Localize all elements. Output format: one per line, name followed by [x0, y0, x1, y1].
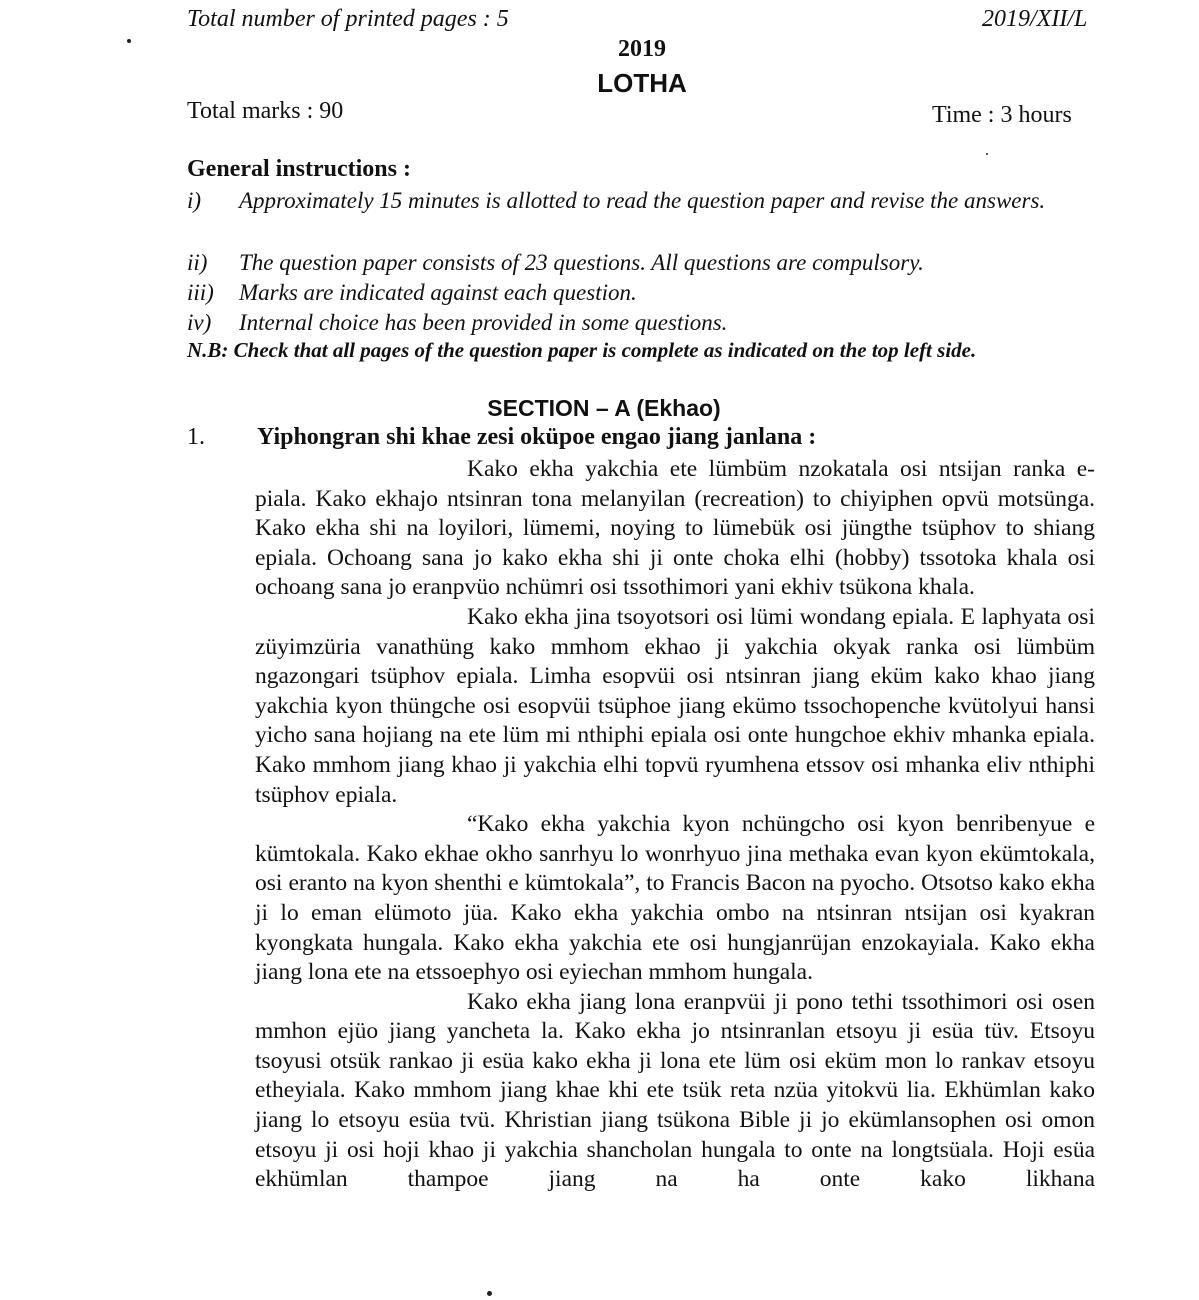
- passage-paragraph: “Kako ekha yakchia kyon nchüngcho osi kyon benribenyue e kümtokala. Kako ekhae okho sanrhyu lo wonrhyuo jina methaka evan kyon ekümtokala, osi eranto na kyon shenthi e kümtokala”, to Francis Bacon na pyocho. Otsotso kako ekha ji lo eman elümoto jüa. Kako ekha yakchia ombo na ntsinran ntsijan osi kyakran kyongkata hungala. Kako ekha yakchia ete osi hungjanrüjan enzokayiala. Kako ekha jiang lona ete na etssoephyo osi eyiechan mmhom hungala.: [255, 811, 1095, 986]
- paper-code: 2019/XII/L: [982, 6, 1088, 32]
- passage-paragraph: Kako ekha yakchia ete lümbüm nzokatala osi ntsijan ranka e-piala. Kako ekhajo ntsinran tona melanyilan (recreation) to chiyiphen opvü motsünga. Kako ekha shi na loyilori, lümemi, noying to lümebük osi jüngthe tsüphov to shiang epiala. Ochoang sana jo kako ekha shi ji onte choka elhi (hobby) tssotoka khala osi ochoang sana jo eranpvüo nchümri osi tssothimori yani ekhiv tsükona khala.: [255, 456, 1095, 601]
- section-title: SECTION – A (Ekhao): [487, 395, 721, 421]
- scan-speck: [986, 153, 988, 155]
- subject-title: LOTHA: [597, 68, 687, 98]
- instruction-text: Internal choice has been provided in some questions.: [239, 310, 728, 335]
- instruction-text: Approximately 15 minutes is allotted to read the question paper and revise the answers.: [239, 188, 1046, 213]
- instructions-heading: General instructions :: [187, 156, 411, 182]
- scan-speck: [127, 39, 131, 43]
- scan-speck: [487, 1291, 492, 1296]
- instruction-number: iii): [187, 280, 214, 305]
- instruction-number: i): [187, 188, 202, 213]
- nb-note: N.B: Check that all pages of the question paper is complete as indicated on the top left side.: [187, 338, 977, 362]
- instruction-item: [187, 308, 1087, 337]
- total-marks: Total marks : 90: [187, 98, 344, 124]
- question-text: Yiphongran shi khae zesi oküpoe engao jiang janlana :: [257, 424, 817, 450]
- instruction-number: ii): [187, 250, 208, 275]
- question-number: 1.: [187, 424, 205, 450]
- instruction-item: [187, 186, 1087, 215]
- exam-time: Time : 3 hours: [932, 102, 1072, 128]
- passage: [255, 455, 1095, 1195]
- exam-year: 2019: [618, 36, 666, 62]
- instruction-text: Marks are indicated against each question.: [239, 280, 637, 305]
- passage-paragraph: Kako ekha jina tsoyotsori osi lümi wondang epiala. E laphyata osi züyimzüria vanathüng kako mmhom ekhao ji yakchia okyak ranka osi lümbüm ngazongari tsüphov epiala. Limha esopvüi osi ntsinran jiang eküm kako khao jiang yakchia kyon thüngche osi esopvüi tsüphoe jiang ekümo tssochopenche kvütolyui hansi yicho sana hojiang na ete lüm mi nthiphi epiala osi onte hungchoe ekhiv mhanka epiala. Kako mmhom jiang khao ji yakchia elhi topvü ryumhena etssov osi mhanka eliv nthiphi tsüphov epiala.: [255, 603, 1095, 808]
- instruction-item: [187, 278, 1087, 307]
- passage-paragraph: Kako ekha jiang lona eranpvüi ji pono tethi tssothimori osi osen mmhon ejüo jiang yancheta la. Kako ekha jo ntsinranlan etsoyu ji esüa tüv. Etsoyu tsoyusi otsük rankao ji esüa kako ekha ji lona ete lüm osi eküm mon lo rankav etsoyu etheyiala. Kako mmhom jiang khae khi ete tsük reta nzüa yitokvü lia. Ekhümlan kako jiang lo etsoyu esüa tvü. Khristian jiang tsükona Bible ji jo ekümlansophen osi omon etsoyu ji osi hoji khao ji yakchia shancholan hungala to onte na longtsüala. Hoji esüa ekhümlan thampoe jiang na ha onte kako likhana: [255, 988, 1095, 1193]
- instruction-text: The question paper consists of 23 questions. All questions are compulsory.: [239, 250, 924, 275]
- instruction-item: [187, 248, 1087, 277]
- printed-pages-note: Total number of printed pages : 5: [187, 6, 509, 32]
- instruction-number: iv): [187, 310, 212, 335]
